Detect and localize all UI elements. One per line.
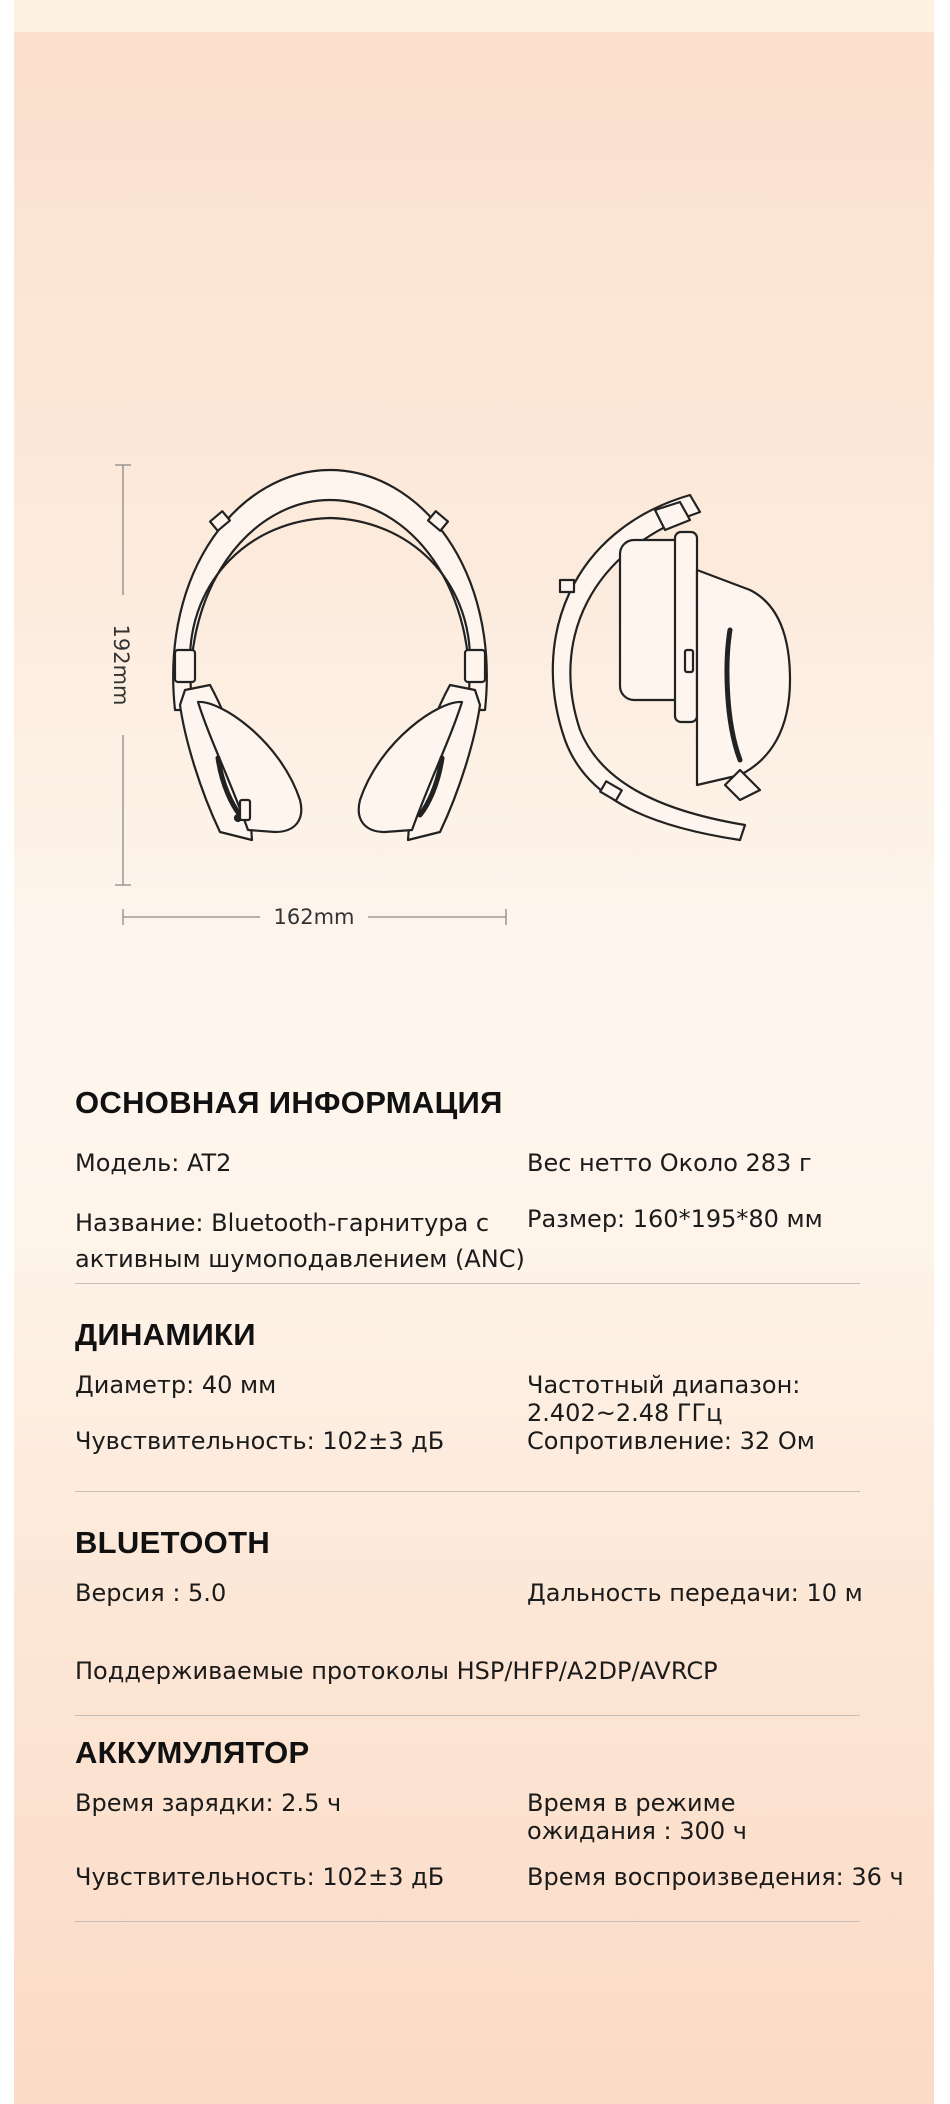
headphones-diagram bbox=[100, 440, 880, 940]
spec-standby-line2: ожидания : 300 ч bbox=[527, 1817, 747, 1845]
headphones-front-view-icon bbox=[173, 470, 487, 840]
spec-standby-line1: Время в режиме bbox=[527, 1789, 736, 1817]
spec-model: Модель: AT2 bbox=[75, 1149, 232, 1177]
divider bbox=[75, 1921, 860, 1922]
spec-frequency-line2: 2.402~2.48 ГГц bbox=[527, 1399, 723, 1427]
spec-size: Размер: 160*195*80 мм bbox=[527, 1205, 823, 1233]
spec-weight: Вес нетто Около 283 г bbox=[527, 1149, 812, 1177]
divider bbox=[75, 1283, 860, 1284]
spec-protocols: Поддерживаемые протоколы HSP/HFP/A2DP/AVRCP bbox=[75, 1657, 718, 1685]
spec-standby-time bbox=[527, 1789, 947, 1845]
height-dimension-label: 192mm bbox=[109, 624, 133, 706]
section-title-battery: АККУМУЛЯТОР bbox=[75, 1735, 310, 1770]
spec-impedance: Сопротивление: 32 Ом bbox=[527, 1427, 815, 1455]
spec-charge-time: Время зарядки: 2.5 ч bbox=[75, 1789, 342, 1817]
spec-frequency bbox=[527, 1371, 947, 1427]
spec-battery-sensitivity: Чувствительность: 102±3 дБ bbox=[75, 1863, 445, 1891]
spec-frequency-line1: Частотный диапазон: bbox=[527, 1371, 801, 1399]
spec-playback-time: Время воспроизведения: 36 ч bbox=[527, 1863, 904, 1891]
headphones-side-view-icon bbox=[553, 495, 790, 840]
divider bbox=[75, 1715, 860, 1716]
spec-name bbox=[75, 1205, 525, 1277]
section-title-basic: ОСНОВНАЯ ИНФОРМАЦИЯ bbox=[75, 1085, 503, 1120]
spec-version: Версия : 5.0 bbox=[75, 1579, 227, 1607]
top-strip bbox=[14, 0, 934, 32]
spec-range: Дальность передачи: 10 м bbox=[527, 1579, 863, 1607]
section-title-bluetooth: BLUETOOTH bbox=[75, 1525, 271, 1560]
spec-diameter: Диаметр: 40 мм bbox=[75, 1371, 277, 1399]
width-dimension-label: 162mm bbox=[273, 905, 355, 929]
section-title-drivers: ДИНАМИКИ bbox=[75, 1317, 256, 1352]
spec-name-line2: активным шумоподавлением (ANC) bbox=[75, 1245, 525, 1273]
spec-sensitivity: Чувствительность: 102±3 дБ bbox=[75, 1427, 445, 1455]
spec-name-line1: Название: Bluetooth-гарнитура с bbox=[75, 1209, 490, 1237]
divider bbox=[75, 1491, 860, 1492]
